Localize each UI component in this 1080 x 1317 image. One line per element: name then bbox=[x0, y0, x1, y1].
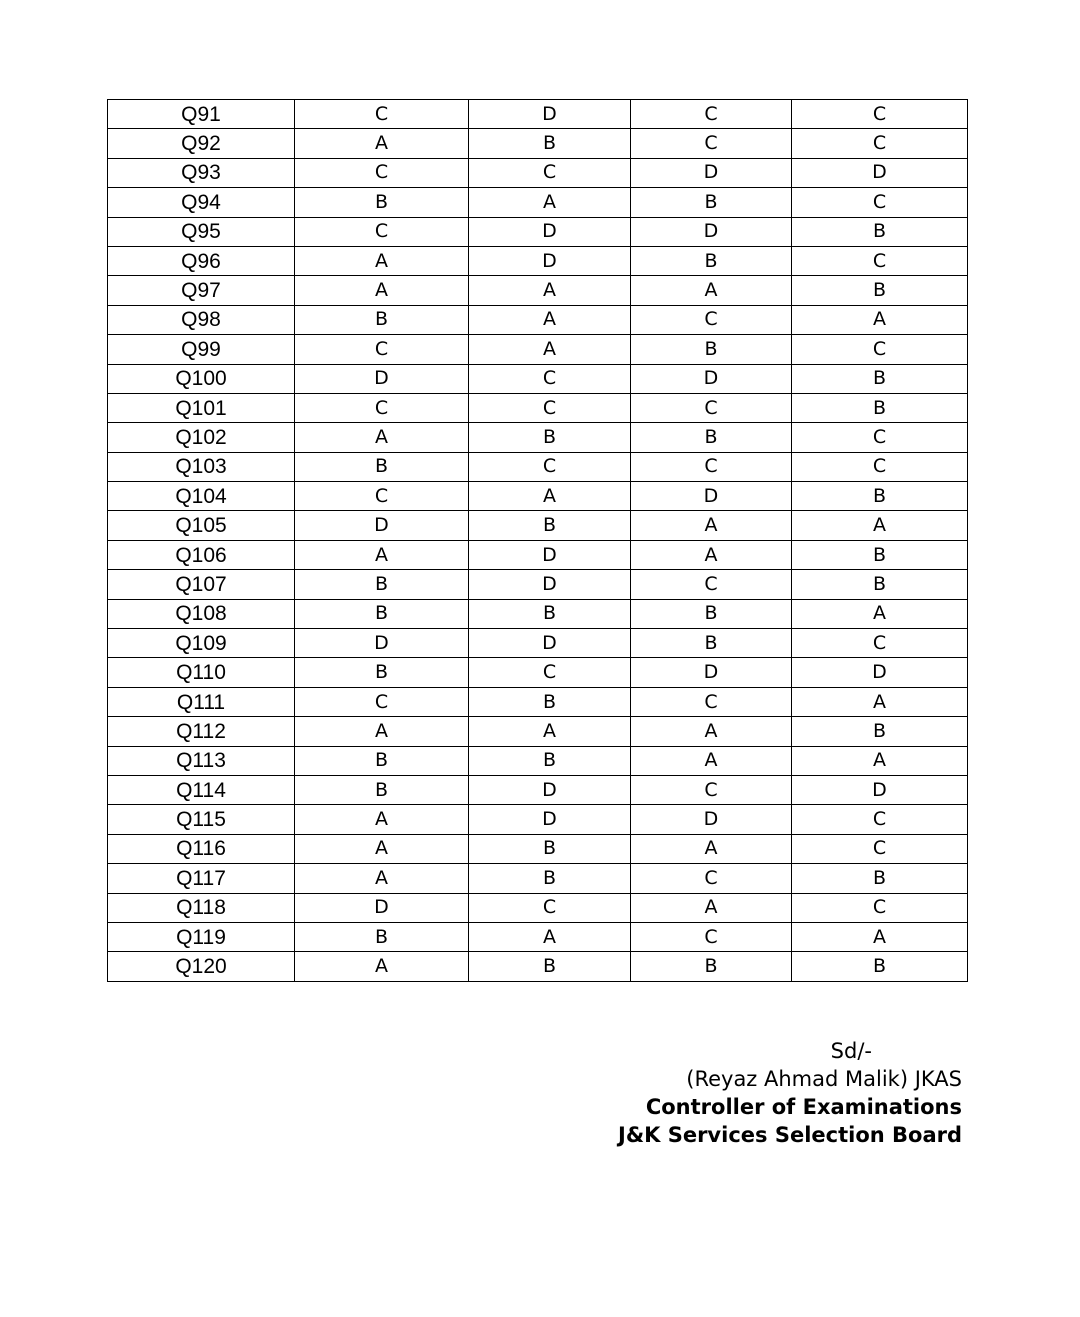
answer-cell: B bbox=[295, 775, 469, 804]
answer-cell: B bbox=[469, 129, 631, 158]
question-number-cell: Q118 bbox=[108, 893, 295, 922]
answer-cell: C bbox=[631, 452, 792, 481]
answer-cell: B bbox=[469, 599, 631, 628]
answer-cell: A bbox=[469, 276, 631, 305]
table-row bbox=[108, 100, 968, 129]
table-row bbox=[108, 570, 968, 599]
table-row bbox=[108, 305, 968, 334]
table-row bbox=[108, 658, 968, 687]
table-row bbox=[108, 629, 968, 658]
answer-cell: A bbox=[295, 246, 469, 275]
answer-cell: C bbox=[469, 658, 631, 687]
question-number-cell: Q112 bbox=[108, 717, 295, 746]
table-row bbox=[108, 188, 968, 217]
answer-cell: A bbox=[469, 188, 631, 217]
answer-cell: B bbox=[792, 570, 968, 599]
answer-cell: B bbox=[792, 276, 968, 305]
answer-cell: B bbox=[792, 393, 968, 422]
answer-cell: B bbox=[631, 335, 792, 364]
question-number-cell: Q119 bbox=[108, 922, 295, 951]
answer-cell: C bbox=[792, 629, 968, 658]
answer-cell: A bbox=[469, 305, 631, 334]
answer-cell: C bbox=[295, 158, 469, 187]
answer-cell: A bbox=[469, 717, 631, 746]
answer-cell: D bbox=[469, 100, 631, 129]
table-row bbox=[108, 158, 968, 187]
answer-cell: A bbox=[631, 717, 792, 746]
answer-cell: D bbox=[469, 775, 631, 804]
question-number-cell: Q113 bbox=[108, 746, 295, 775]
question-number-cell: Q111 bbox=[108, 687, 295, 716]
answer-cell: B bbox=[792, 540, 968, 569]
answer-cell: B bbox=[295, 452, 469, 481]
answer-cell: B bbox=[792, 364, 968, 393]
question-number-cell: Q102 bbox=[108, 423, 295, 452]
answer-cell: C bbox=[631, 570, 792, 599]
answer-cell: D bbox=[469, 540, 631, 569]
answer-cell: C bbox=[792, 129, 968, 158]
answer-cell: B bbox=[631, 423, 792, 452]
answer-cell: C bbox=[295, 100, 469, 129]
answer-cell: C bbox=[469, 452, 631, 481]
answer-cell: B bbox=[792, 952, 968, 981]
answer-cell: A bbox=[792, 599, 968, 628]
table-row bbox=[108, 540, 968, 569]
answer-cell: C bbox=[631, 129, 792, 158]
answer-key-table bbox=[107, 99, 968, 982]
answer-cell: D bbox=[469, 805, 631, 834]
answer-cell: B bbox=[792, 864, 968, 893]
answer-cell: C bbox=[295, 482, 469, 511]
question-number-cell: Q98 bbox=[108, 305, 295, 334]
answer-cell: B bbox=[631, 952, 792, 981]
answer-cell: C bbox=[792, 188, 968, 217]
answer-cell: B bbox=[631, 246, 792, 275]
answer-cell: A bbox=[792, 687, 968, 716]
answer-cell: B bbox=[792, 717, 968, 746]
question-number-cell: Q104 bbox=[108, 482, 295, 511]
answer-cell: A bbox=[631, 276, 792, 305]
question-number-cell: Q114 bbox=[108, 775, 295, 804]
answer-cell: C bbox=[469, 393, 631, 422]
answer-cell: D bbox=[295, 629, 469, 658]
answer-cell: D bbox=[792, 775, 968, 804]
answer-cell: D bbox=[469, 570, 631, 599]
question-number-cell: Q99 bbox=[108, 335, 295, 364]
answer-cell: A bbox=[469, 922, 631, 951]
organization-name: J&K Services Selection Board bbox=[618, 1123, 962, 1147]
table-row bbox=[108, 452, 968, 481]
table-row bbox=[108, 687, 968, 716]
question-number-cell: Q95 bbox=[108, 217, 295, 246]
table-row bbox=[108, 717, 968, 746]
answer-cell: A bbox=[469, 482, 631, 511]
question-number-cell: Q103 bbox=[108, 452, 295, 481]
answer-cell: D bbox=[631, 158, 792, 187]
answer-cell: B bbox=[295, 599, 469, 628]
answer-cell: D bbox=[469, 246, 631, 275]
question-number-cell: Q109 bbox=[108, 629, 295, 658]
answer-cell: B bbox=[469, 834, 631, 863]
table-row bbox=[108, 364, 968, 393]
answer-cell: C bbox=[631, 775, 792, 804]
answer-cell: B bbox=[295, 188, 469, 217]
table-row bbox=[108, 952, 968, 981]
answer-cell: A bbox=[631, 511, 792, 540]
answer-cell: A bbox=[792, 511, 968, 540]
table-row bbox=[108, 746, 968, 775]
table-row bbox=[108, 393, 968, 422]
answer-cell: C bbox=[295, 217, 469, 246]
answer-cell: A bbox=[295, 540, 469, 569]
signed-mark: Sd/- bbox=[830, 1039, 872, 1063]
answer-cell: D bbox=[295, 511, 469, 540]
answer-cell: B bbox=[792, 217, 968, 246]
answer-cell: D bbox=[631, 805, 792, 834]
table-row bbox=[108, 276, 968, 305]
question-number-cell: Q97 bbox=[108, 276, 295, 305]
question-number-cell: Q105 bbox=[108, 511, 295, 540]
answer-cell: C bbox=[469, 364, 631, 393]
answer-cell: A bbox=[631, 746, 792, 775]
question-number-cell: Q110 bbox=[108, 658, 295, 687]
answer-cell: A bbox=[631, 540, 792, 569]
answer-cell: B bbox=[631, 188, 792, 217]
answer-cell: B bbox=[792, 482, 968, 511]
signature-block bbox=[618, 1037, 962, 1149]
question-number-cell: Q100 bbox=[108, 364, 295, 393]
answer-cell: A bbox=[295, 805, 469, 834]
answer-cell: D bbox=[631, 364, 792, 393]
table-row bbox=[108, 834, 968, 863]
answer-cell: B bbox=[469, 952, 631, 981]
answer-cell: C bbox=[631, 305, 792, 334]
answer-cell: B bbox=[631, 599, 792, 628]
question-number-cell: Q92 bbox=[108, 129, 295, 158]
answer-cell: B bbox=[295, 746, 469, 775]
answer-cell: D bbox=[295, 364, 469, 393]
answer-cell: C bbox=[469, 158, 631, 187]
answer-cell: C bbox=[631, 687, 792, 716]
answer-cell: C bbox=[792, 100, 968, 129]
answer-cell: D bbox=[631, 482, 792, 511]
question-number-cell: Q115 bbox=[108, 805, 295, 834]
answer-cell: C bbox=[469, 893, 631, 922]
question-number-cell: Q91 bbox=[108, 100, 295, 129]
question-number-cell: Q107 bbox=[108, 570, 295, 599]
answer-cell: D bbox=[469, 217, 631, 246]
answer-cell: D bbox=[295, 893, 469, 922]
answer-cell: D bbox=[792, 658, 968, 687]
answer-cell: C bbox=[792, 335, 968, 364]
answer-cell: C bbox=[631, 922, 792, 951]
answer-cell: D bbox=[631, 658, 792, 687]
table-row bbox=[108, 482, 968, 511]
question-number-cell: Q94 bbox=[108, 188, 295, 217]
answer-cell: A bbox=[631, 893, 792, 922]
question-number-cell: Q108 bbox=[108, 599, 295, 628]
answer-cell: D bbox=[631, 217, 792, 246]
answer-cell: C bbox=[295, 687, 469, 716]
answer-cell: A bbox=[295, 717, 469, 746]
answer-cell: A bbox=[295, 276, 469, 305]
question-number-cell: Q116 bbox=[108, 834, 295, 863]
table-row bbox=[108, 129, 968, 158]
answer-cell: A bbox=[631, 834, 792, 863]
answer-cell: A bbox=[295, 129, 469, 158]
answer-cell: B bbox=[469, 423, 631, 452]
question-number-cell: Q96 bbox=[108, 246, 295, 275]
answer-cell: B bbox=[295, 570, 469, 599]
answer-cell: C bbox=[631, 393, 792, 422]
answer-cell: C bbox=[792, 893, 968, 922]
table-row bbox=[108, 246, 968, 275]
answer-cell: C bbox=[792, 423, 968, 452]
question-number-cell: Q93 bbox=[108, 158, 295, 187]
table-row bbox=[108, 511, 968, 540]
answer-cell: A bbox=[295, 423, 469, 452]
answer-cell: A bbox=[469, 335, 631, 364]
answer-cell: C bbox=[631, 100, 792, 129]
answer-cell: C bbox=[631, 864, 792, 893]
table-row bbox=[108, 217, 968, 246]
question-number-cell: Q101 bbox=[108, 393, 295, 422]
answer-cell: C bbox=[792, 452, 968, 481]
answer-cell: A bbox=[295, 952, 469, 981]
table-row bbox=[108, 805, 968, 834]
answer-cell: B bbox=[469, 687, 631, 716]
question-number-cell: Q106 bbox=[108, 540, 295, 569]
table-row bbox=[108, 864, 968, 893]
table-row bbox=[108, 599, 968, 628]
answer-cell: A bbox=[792, 922, 968, 951]
answer-cell: C bbox=[792, 805, 968, 834]
answer-cell: B bbox=[295, 922, 469, 951]
question-number-cell: Q120 bbox=[108, 952, 295, 981]
question-number-cell: Q117 bbox=[108, 864, 295, 893]
answer-cell: D bbox=[469, 629, 631, 658]
answer-cell: A bbox=[295, 834, 469, 863]
signatory-name: (Reyaz Ahmad Malik) JKAS bbox=[686, 1067, 962, 1091]
answer-cell: A bbox=[792, 305, 968, 334]
table-row bbox=[108, 893, 968, 922]
answer-cell: C bbox=[792, 834, 968, 863]
signatory-designation: Controller of Examinations bbox=[645, 1095, 962, 1119]
answer-cell: C bbox=[295, 393, 469, 422]
answer-cell: B bbox=[469, 864, 631, 893]
answer-cell: B bbox=[295, 658, 469, 687]
answer-cell: B bbox=[469, 746, 631, 775]
answer-cell: A bbox=[295, 864, 469, 893]
answer-key-body bbox=[108, 100, 968, 982]
answer-cell: D bbox=[792, 158, 968, 187]
answer-cell: B bbox=[469, 511, 631, 540]
answer-cell: C bbox=[295, 335, 469, 364]
table-row bbox=[108, 922, 968, 951]
table-row bbox=[108, 775, 968, 804]
answer-cell: B bbox=[631, 629, 792, 658]
table-row bbox=[108, 423, 968, 452]
answer-cell: A bbox=[792, 746, 968, 775]
answer-cell: B bbox=[295, 305, 469, 334]
answer-cell: C bbox=[792, 246, 968, 275]
table-row bbox=[108, 335, 968, 364]
